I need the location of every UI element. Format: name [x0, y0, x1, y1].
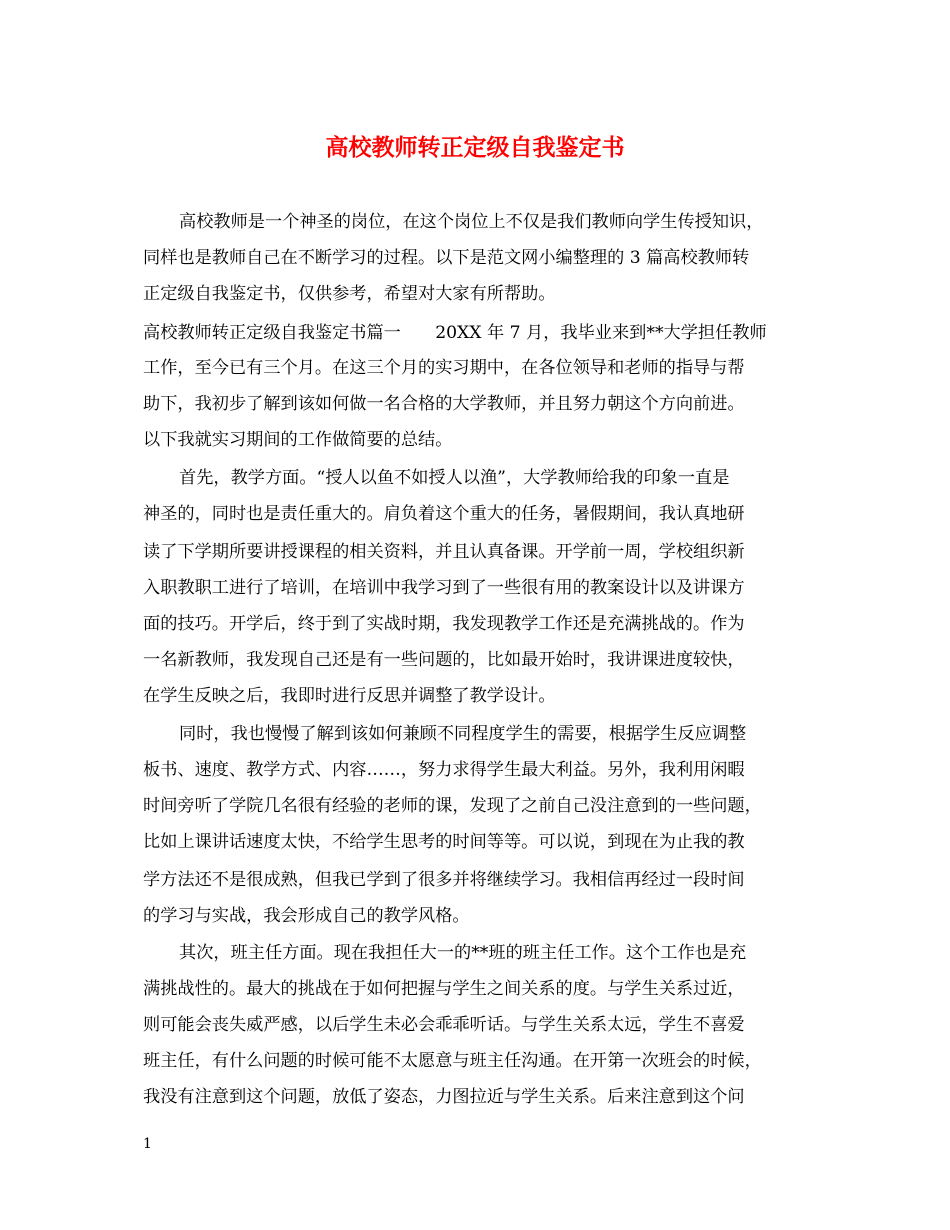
body-line: 比如上课讲话速度太快，不给学生思考的时间等等。可以说，到现在为止我的教: [143, 832, 745, 852]
body-line: 则可能会丧失威严感，以后学生未必会乖乖听话。与学生关系太远，学生不喜爱: [143, 1015, 745, 1035]
body-line: 高校教师是一个神圣的岗位，在这个岗位上不仅是我们教师向学生传授知识，: [179, 212, 764, 232]
body-line: 时间旁听了学院几名很有经验的老师的课，发现了之前自己没注意到的一些问题，: [143, 796, 762, 816]
body-line: 在学生反映之后，我即时进行反思并调整了教学设计。: [143, 686, 556, 706]
body-line: 以下我就实习期间的工作做简要的总结。: [143, 430, 453, 450]
body-line: 满挑战性的。最大的挑战在于如何把握与学生之间关系的度。与学生关系过近，: [143, 979, 745, 999]
body-line: 助下，我初步了解到该如何做一名合格的大学教师，并且努力朝这个方向前进。: [143, 394, 745, 414]
body-line: 我没有注意到这个问题，放低了姿态，力图拉近与学生关系。后来注意到这个问: [143, 1087, 745, 1107]
body-line: 板书、速度、教学方式、内容……，努力求得学生最大利益。另外，我利用闲暇: [143, 760, 745, 780]
body-line: 同时，我也慢慢了解到该如何兼顾不同程度学生的需要，根据学生反应调整: [179, 724, 747, 744]
body-line: 面的技巧。开学后，终于到了实战时期，我发现教学工作还是充满挑战的。作为: [143, 614, 745, 634]
body-line: 班主任，有什么问题的时候可能不太愿意与班主任沟通。在开第一次班会的时候，: [143, 1051, 762, 1071]
body-line: 的学习与实战，我会形成自己的教学风格。: [143, 906, 470, 926]
body-line: 同样也是教师自己在不断学习的过程。以下是范文网小编整理的 3 篇高校教师转: [143, 248, 750, 268]
body-line: 工作，至今已有三个月。在这三个月的实习期中，在各位领导和老师的指导与帮: [143, 358, 745, 378]
body-line: 高校教师转正定级自我鉴定书篇一 20XX 年 7 月，我毕业来到**大学担任教师: [143, 323, 767, 343]
body-line: 首先，教学方面。“授人以鱼不如授人以渔”，大学教师给我的印象一直是: [179, 468, 730, 488]
body-line: 其次，班主任方面。现在我担任大一的**班的班主任工作。这个工作也是充: [179, 943, 747, 963]
body-line: 神圣的，同时也是责任重大的。肩负着这个重大的任务，暑假期间，我认真地研: [143, 504, 745, 524]
body-line: 读了下学期所要讲授课程的相关资料，并且认真备课。开学前一周，学校组织新: [143, 542, 745, 562]
page-number: 1: [143, 1136, 152, 1152]
body-line: 学方法还不是很成熟，但我已学到了很多并将继续学习。我相信再经过一段时间: [143, 870, 745, 890]
body-line: 入职教职工进行了培训，在培训中我学习到了一些很有用的教案设计以及讲课方: [143, 578, 745, 598]
body-line: 正定级自我鉴定书，仅供参考，希望对大家有所帮助。: [143, 284, 556, 304]
document-title: 高校教师转正定级自我鉴定书: [325, 134, 625, 161]
body-line: 一名新教师，我发现自己还是有一些问题的，比如最开始时，我讲课进度较快，: [143, 650, 745, 670]
